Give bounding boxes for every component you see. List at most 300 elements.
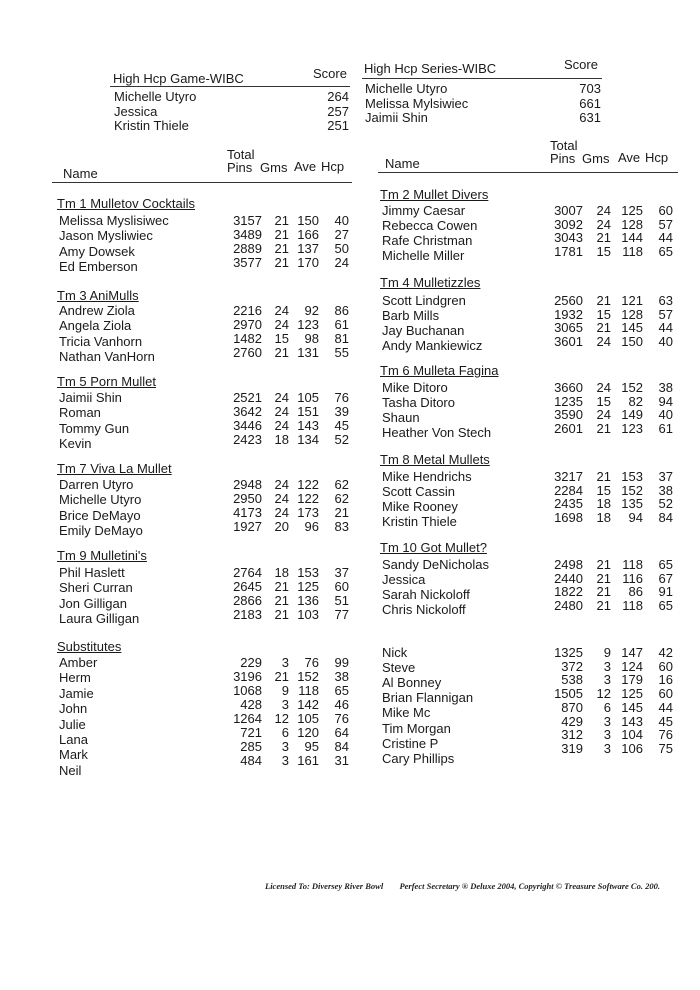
player-hcp: 38 bbox=[334, 669, 349, 684]
player-ave: 149 bbox=[621, 407, 643, 423]
player-pins: 1264 bbox=[233, 711, 262, 726]
player-pins: 3577 bbox=[233, 255, 262, 270]
player-hcp: 84 bbox=[334, 739, 349, 754]
player-ave: 125 bbox=[297, 579, 319, 594]
player-gms: 24 bbox=[274, 418, 289, 433]
award-entry-score: 257 bbox=[327, 103, 349, 119]
player-ave: 94 bbox=[628, 510, 643, 526]
player-name: Mike Hendrichs bbox=[382, 469, 472, 484]
player-gms: 24 bbox=[274, 404, 289, 419]
player-pins: 1932 bbox=[554, 306, 583, 322]
player-pins: 1505 bbox=[554, 686, 583, 702]
player-gms: 12 bbox=[596, 686, 611, 702]
player-hcp: 57 bbox=[658, 306, 673, 322]
player-gms: 21 bbox=[274, 579, 289, 594]
player-pins: 484 bbox=[240, 753, 262, 768]
player-gms: 21 bbox=[596, 570, 611, 586]
team-title: Tm 6 Mulleta Fagina bbox=[380, 363, 499, 378]
player-name: Mark bbox=[59, 747, 88, 763]
player-hcp: 42 bbox=[658, 645, 673, 660]
player-hcp: 44 bbox=[658, 320, 673, 336]
player-gms: 15 bbox=[596, 244, 611, 260]
player-pins: 3642 bbox=[233, 404, 262, 419]
player-hcp: 63 bbox=[658, 293, 673, 308]
award-game-title: High Hcp Game-WIBC bbox=[113, 71, 244, 86]
player-hcp: 75 bbox=[658, 740, 673, 756]
player-hcp: 62 bbox=[334, 477, 349, 492]
award-entry-score: 264 bbox=[327, 89, 349, 104]
player-name: Tommy Gun bbox=[59, 420, 130, 436]
player-name: Mike Rooney bbox=[382, 499, 458, 515]
player-gms: 21 bbox=[274, 669, 289, 684]
player-ave: 152 bbox=[621, 482, 643, 498]
team-title: Substitutes bbox=[57, 639, 122, 654]
player-gms: 24 bbox=[596, 334, 611, 350]
player-pins: 2760 bbox=[233, 345, 262, 360]
player-pins: 1822 bbox=[554, 584, 583, 600]
player-name: Laura Gilligan bbox=[59, 611, 140, 627]
player-hcp: 57 bbox=[658, 216, 673, 232]
player-hcp: 86 bbox=[334, 303, 349, 318]
player-pins: 372 bbox=[561, 658, 583, 674]
player-ave: 103 bbox=[297, 607, 319, 622]
player-gms: 3 bbox=[281, 697, 289, 712]
player-ave: 128 bbox=[621, 216, 643, 232]
player-hcp: 67 bbox=[658, 570, 673, 586]
team-title: Tm 2 Mullet Divers bbox=[380, 187, 489, 202]
player-gms: 3 bbox=[603, 713, 611, 729]
player-hcp: 55 bbox=[334, 345, 349, 360]
player-gms: 21 bbox=[274, 255, 289, 270]
player-name: Angela Ziola bbox=[59, 318, 132, 334]
player-pins: 2183 bbox=[233, 607, 262, 622]
player-name: Jon Gilligan bbox=[59, 595, 127, 611]
player-hcp: 91 bbox=[658, 584, 673, 600]
player-pins: 2950 bbox=[233, 491, 262, 506]
player-name: John bbox=[59, 701, 88, 717]
player-hcp: 39 bbox=[334, 404, 349, 419]
player-name: Tim Morgan bbox=[382, 720, 451, 736]
player-gms: 3 bbox=[281, 655, 289, 670]
player-ave: 161 bbox=[297, 753, 319, 768]
player-pins: 1781 bbox=[554, 244, 583, 260]
player-name: Tricia Vanhorn bbox=[59, 333, 143, 349]
player-hcp: 61 bbox=[334, 317, 349, 332]
player-pins: 2284 bbox=[554, 482, 583, 498]
player-row bbox=[0, 218, 700, 232]
player-pins: 2560 bbox=[554, 293, 583, 308]
player-hcp: 60 bbox=[658, 686, 673, 702]
player-name: Michelle Utyro bbox=[59, 492, 142, 508]
player-pins: 2498 bbox=[554, 557, 583, 572]
player-hcp: 52 bbox=[658, 496, 673, 512]
player-hcp: 27 bbox=[334, 227, 349, 242]
player-pins: 285 bbox=[240, 739, 262, 754]
player-ave: 145 bbox=[621, 699, 643, 715]
player-ave: 153 bbox=[297, 565, 319, 580]
player-pins: 870 bbox=[561, 699, 583, 715]
player-ave: 142 bbox=[297, 697, 319, 712]
player-pins: 3660 bbox=[554, 380, 583, 395]
footer-licensed: Licensed To: Diversey River Bowl bbox=[265, 881, 384, 891]
player-name: Cristine P bbox=[382, 735, 439, 751]
player-name: Scott Cassin bbox=[382, 484, 455, 500]
player-pins: 1482 bbox=[233, 331, 262, 346]
player-ave: 147 bbox=[621, 645, 643, 660]
player-name: Julie bbox=[59, 716, 86, 732]
player-name: Jessica bbox=[382, 572, 426, 588]
player-ave: 120 bbox=[297, 725, 319, 740]
player-gms: 9 bbox=[603, 645, 611, 660]
award-entry-score: 661 bbox=[579, 95, 601, 111]
player-ave: 116 bbox=[622, 570, 643, 586]
player-gms: 15 bbox=[274, 331, 289, 346]
player-gms: 24 bbox=[274, 477, 289, 492]
player-ave: 104 bbox=[621, 727, 643, 743]
award-entry-score: 251 bbox=[327, 118, 349, 133]
player-name: Michelle Miller bbox=[382, 248, 465, 264]
player-gms: 21 bbox=[596, 230, 611, 246]
player-hcp: 31 bbox=[334, 753, 349, 768]
player-ave: 122 bbox=[297, 477, 319, 492]
player-ave: 106 bbox=[621, 740, 643, 756]
player-hcp: 38 bbox=[658, 380, 673, 395]
player-gms: 24 bbox=[274, 505, 289, 520]
player-ave: 131 bbox=[297, 345, 319, 360]
player-ave: 173 bbox=[297, 505, 319, 520]
team-title: Tm 5 Porn Mullet bbox=[57, 374, 156, 389]
player-hcp: 24 bbox=[334, 255, 349, 270]
player-gms: 21 bbox=[274, 607, 289, 622]
player-gms: 18 bbox=[596, 510, 611, 526]
player-gms: 21 bbox=[274, 593, 289, 608]
team-title: Tm 3 AniMulls bbox=[57, 288, 139, 303]
player-pins: 1068 bbox=[233, 683, 262, 698]
player-ave: 143 bbox=[621, 713, 643, 729]
player-name: Sarah Nickoloff bbox=[382, 587, 470, 603]
col-hcp-label: Hcp bbox=[321, 159, 345, 174]
player-ave: 123 bbox=[297, 317, 319, 332]
player-name: Sandy DeNicholas bbox=[382, 557, 489, 572]
player-ave: 128 bbox=[621, 306, 643, 322]
player-ave: 118 bbox=[298, 683, 319, 698]
player-name: Andrew Ziola bbox=[59, 303, 135, 318]
award-entry-score: 631 bbox=[579, 110, 601, 125]
player-hcp: 64 bbox=[334, 725, 349, 740]
player-hcp: 21 bbox=[334, 505, 349, 520]
player-hcp: 65 bbox=[658, 557, 673, 572]
player-ave: 150 bbox=[297, 213, 319, 228]
player-ave: 125 bbox=[621, 686, 643, 702]
player-name: Phil Haslett bbox=[59, 565, 125, 580]
player-ave: 135 bbox=[621, 496, 643, 512]
player-pins: 3196 bbox=[233, 669, 262, 684]
player-gms: 18 bbox=[596, 496, 611, 512]
player-hcp: 60 bbox=[658, 203, 673, 218]
player-gms: 21 bbox=[596, 557, 611, 572]
award-entry-name: Jaimii Shin bbox=[365, 110, 428, 125]
player-gms: 24 bbox=[596, 203, 611, 218]
player-gms: 24 bbox=[274, 491, 289, 506]
col-hcp-label: Hcp bbox=[645, 150, 669, 165]
player-gms: 21 bbox=[274, 345, 289, 360]
player-hcp: 76 bbox=[334, 711, 349, 726]
player-ave: 118 bbox=[622, 598, 643, 614]
player-hcp: 37 bbox=[334, 565, 349, 580]
player-row bbox=[0, 395, 700, 409]
player-pins: 3007 bbox=[554, 203, 583, 218]
player-ave: 150 bbox=[621, 334, 643, 350]
player-gms: 21 bbox=[274, 213, 289, 228]
player-hcp: 51 bbox=[334, 593, 349, 608]
player-hcp: 65 bbox=[334, 683, 349, 698]
player-name: Mike Ditoro bbox=[382, 380, 448, 395]
player-row bbox=[0, 572, 700, 586]
player-pins: 2970 bbox=[233, 317, 262, 332]
award-entry bbox=[365, 82, 601, 96]
team-title: Tm 7 Viva La Mullet bbox=[57, 461, 172, 476]
award-entry-name: Michelle Utyro bbox=[114, 89, 197, 104]
player-ave: 136 bbox=[297, 593, 319, 608]
player-pins: 429 bbox=[561, 713, 583, 729]
player-hcp: 60 bbox=[334, 579, 349, 594]
player-pins: 2948 bbox=[233, 477, 262, 492]
award-series-title: High Hcp Series-WIBC bbox=[364, 61, 497, 76]
player-pins: 3217 bbox=[554, 469, 583, 484]
col-total-label: Total bbox=[227, 147, 255, 162]
player-ave: 122 bbox=[297, 491, 319, 506]
player-ave: 96 bbox=[304, 519, 319, 534]
player-gms: 3 bbox=[603, 740, 611, 756]
player-ave: 105 bbox=[297, 390, 319, 405]
player-hcp: 81 bbox=[334, 331, 349, 346]
player-pins: 1698 bbox=[554, 510, 583, 526]
player-hcp: 76 bbox=[334, 390, 349, 405]
player-ave: 143 bbox=[297, 418, 319, 433]
award-entry bbox=[114, 90, 349, 104]
award-game-score-label: Score bbox=[313, 66, 347, 81]
player-pins: 3590 bbox=[554, 407, 583, 423]
player-name: Nick bbox=[382, 645, 408, 660]
player-name: Steve bbox=[382, 660, 416, 676]
player-name: Brice DeMayo bbox=[59, 507, 141, 523]
player-gms: 24 bbox=[596, 380, 611, 395]
player-pins: 721 bbox=[240, 725, 262, 740]
player-name: Rafe Christman bbox=[382, 233, 473, 249]
player-pins: 3601 bbox=[554, 334, 583, 350]
player-hcp: 52 bbox=[334, 432, 349, 447]
player-pins: 1927 bbox=[233, 519, 262, 534]
player-name: Darren Utyro bbox=[59, 477, 134, 492]
award-entry-name: Melissa Mylsiwiec bbox=[365, 95, 469, 111]
player-pins: 2435 bbox=[554, 496, 583, 512]
player-gms: 24 bbox=[596, 216, 611, 232]
player-hcp: 50 bbox=[334, 241, 349, 256]
award-entry-name: Kristin Thiele bbox=[114, 118, 189, 133]
award-entry bbox=[114, 119, 349, 133]
col-name-label: Name bbox=[385, 156, 420, 171]
player-pins: 1325 bbox=[554, 645, 583, 660]
player-name: Sheri Curran bbox=[59, 580, 133, 596]
col-ave-label: Ave bbox=[618, 150, 641, 165]
player-gms: 3 bbox=[281, 753, 289, 768]
team-title: Tm 9 Mulletini's bbox=[57, 548, 147, 563]
col-gms-label: Gms bbox=[582, 151, 610, 166]
player-row bbox=[0, 294, 700, 308]
player-ave: 76 bbox=[304, 655, 319, 670]
award-entry bbox=[114, 105, 349, 119]
player-hcp: 45 bbox=[658, 713, 673, 729]
player-ave: 152 bbox=[621, 380, 643, 395]
player-hcp: 76 bbox=[658, 727, 673, 743]
player-pins: 2764 bbox=[233, 565, 262, 580]
right-header-divider bbox=[378, 172, 678, 173]
player-ave: 153 bbox=[621, 469, 643, 484]
player-hcp: 40 bbox=[334, 213, 349, 228]
player-name: Roman bbox=[59, 405, 101, 421]
player-ave: 137 bbox=[297, 241, 319, 256]
player-pins: 4173 bbox=[233, 505, 262, 520]
player-pins: 2423 bbox=[233, 432, 262, 447]
player-pins: 538 bbox=[561, 672, 583, 688]
player-name: Melissa Myslisiwec bbox=[59, 213, 169, 228]
player-name: Emily DeMayo bbox=[59, 523, 143, 539]
player-gms: 21 bbox=[596, 320, 611, 336]
player-ave: 118 bbox=[622, 557, 643, 572]
player-hcp: 44 bbox=[658, 699, 673, 715]
player-pins: 229 bbox=[240, 655, 262, 670]
col-gms-label: Gms bbox=[260, 160, 288, 175]
player-ave: 82 bbox=[628, 393, 643, 409]
player-pins: 3043 bbox=[554, 230, 583, 246]
player-hcp: 94 bbox=[658, 393, 673, 409]
player-gms: 21 bbox=[596, 469, 611, 484]
player-pins: 3489 bbox=[233, 227, 262, 242]
player-ave: 125 bbox=[621, 203, 643, 218]
player-ave: 179 bbox=[621, 672, 643, 688]
team-title: Tm 8 Metal Mullets bbox=[380, 452, 490, 467]
award-game-divider bbox=[110, 86, 350, 87]
player-ave: 98 bbox=[304, 331, 319, 346]
col-pins-label: Pins bbox=[550, 151, 576, 166]
player-gms: 24 bbox=[596, 407, 611, 423]
player-name: Jaimii Shin bbox=[59, 390, 122, 405]
player-gms: 21 bbox=[596, 584, 611, 600]
player-name: Herm bbox=[59, 670, 91, 686]
player-name: Jason Mysliwiec bbox=[59, 228, 153, 244]
player-name: Ed Emberson bbox=[59, 259, 138, 275]
player-row bbox=[0, 484, 700, 498]
player-pins: 3446 bbox=[233, 418, 262, 433]
player-hcp: 65 bbox=[658, 598, 673, 614]
player-hcp: 62 bbox=[334, 491, 349, 506]
player-ave: 118 bbox=[622, 244, 643, 260]
player-hcp: 38 bbox=[658, 482, 673, 498]
player-pins: 3092 bbox=[554, 216, 583, 232]
player-hcp: 77 bbox=[334, 607, 349, 622]
player-gms: 6 bbox=[603, 699, 611, 715]
player-hcp: 61 bbox=[658, 421, 673, 437]
player-ave: 166 bbox=[297, 227, 319, 242]
player-gms: 15 bbox=[596, 482, 611, 498]
player-hcp: 99 bbox=[334, 655, 349, 670]
player-pins: 2889 bbox=[233, 241, 262, 256]
player-name: Jamie bbox=[59, 685, 94, 701]
player-hcp: 37 bbox=[658, 469, 673, 484]
player-row bbox=[0, 308, 700, 322]
player-pins: 2480 bbox=[554, 598, 583, 614]
player-gms: 15 bbox=[596, 306, 611, 322]
footer bbox=[265, 881, 695, 891]
player-hcp: 40 bbox=[658, 407, 673, 423]
player-hcp: 65 bbox=[658, 244, 673, 260]
player-pins: 2601 bbox=[554, 421, 583, 437]
player-name: Shaun bbox=[382, 410, 420, 426]
player-hcp: 60 bbox=[658, 658, 673, 674]
player-gms: 18 bbox=[274, 432, 289, 447]
award-series-divider bbox=[362, 78, 602, 79]
player-gms: 18 bbox=[274, 565, 289, 580]
player-name: Tasha Ditoro bbox=[382, 395, 455, 411]
player-gms: 9 bbox=[281, 683, 289, 698]
player-gms: 21 bbox=[596, 293, 611, 308]
player-pins: 3157 bbox=[233, 213, 262, 228]
player-ave: 145 bbox=[621, 320, 643, 336]
player-ave: 134 bbox=[297, 432, 319, 447]
player-gms: 20 bbox=[274, 519, 289, 534]
player-pins: 1235 bbox=[554, 393, 583, 409]
player-ave: 170 bbox=[297, 255, 319, 270]
player-gms: 24 bbox=[274, 317, 289, 332]
footer-copyright: Perfect Secretary ® Deluxe 2004, Copyright © Treasure Software Co. 200. bbox=[399, 881, 660, 891]
player-row bbox=[0, 470, 700, 484]
player-ave: 86 bbox=[628, 584, 643, 600]
player-hcp: 45 bbox=[334, 418, 349, 433]
player-pins: 2216 bbox=[233, 303, 262, 318]
team-title: Tm 1 Mulletov Cocktails bbox=[57, 196, 195, 211]
player-name: Andy Mankiewicz bbox=[382, 338, 483, 354]
player-name: Al Bonney bbox=[382, 675, 442, 691]
player-name: Jimmy Caesar bbox=[382, 203, 466, 218]
col-total-label: Total bbox=[550, 138, 578, 153]
player-ave: 152 bbox=[297, 669, 319, 684]
player-name: Amber bbox=[59, 655, 98, 670]
col-name-label: Name bbox=[63, 166, 98, 181]
award-entry bbox=[365, 97, 601, 111]
player-name: Kevin bbox=[59, 436, 92, 452]
player-name: Amy Dowsek bbox=[59, 243, 135, 259]
player-gms: 21 bbox=[274, 241, 289, 256]
player-name: Rebecca Cowen bbox=[382, 218, 478, 234]
left-header-divider bbox=[52, 182, 352, 183]
player-gms: 3 bbox=[603, 672, 611, 688]
player-gms: 24 bbox=[274, 303, 289, 318]
player-gms: 15 bbox=[596, 393, 611, 409]
player-hcp: 16 bbox=[658, 672, 673, 688]
player-pins: 428 bbox=[240, 697, 262, 712]
player-pins: 2440 bbox=[554, 570, 583, 586]
player-gms: 3 bbox=[603, 727, 611, 743]
player-gms: 6 bbox=[281, 725, 289, 740]
player-pins: 2645 bbox=[233, 579, 262, 594]
player-name: Brian Flannigan bbox=[382, 690, 474, 706]
player-name: Neil bbox=[59, 762, 82, 778]
player-pins: 2521 bbox=[233, 390, 262, 405]
col-pins-label: Pins bbox=[227, 160, 253, 175]
player-row bbox=[0, 660, 700, 674]
player-gms: 21 bbox=[596, 421, 611, 437]
player-gms: 3 bbox=[281, 739, 289, 754]
